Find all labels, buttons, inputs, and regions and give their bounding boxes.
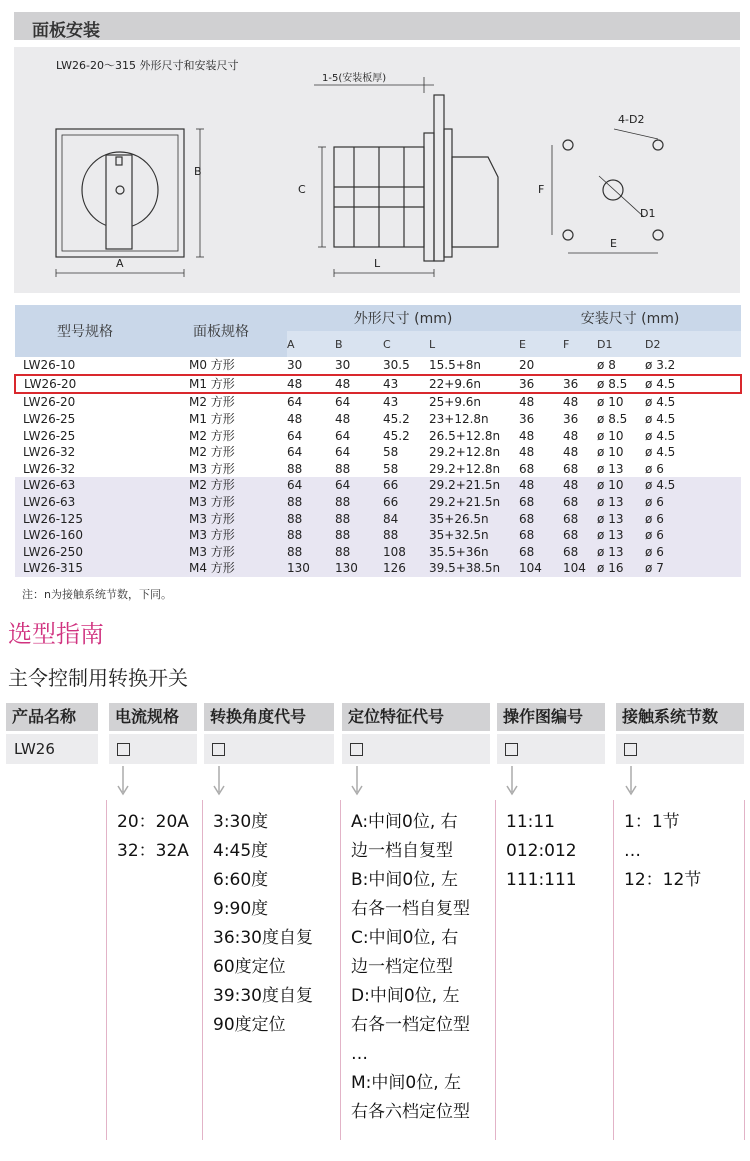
sections-checkbox[interactable] <box>616 734 744 764</box>
table-cell: 104 <box>563 560 597 577</box>
table-row <box>15 477 741 494</box>
table-cell: M2 方形 <box>189 395 235 410</box>
mount-dim-header: 安装尺寸 (mm) <box>519 305 741 331</box>
option-item: … <box>624 841 641 861</box>
table-row-highlighted <box>15 375 741 394</box>
table-cell: 130 <box>287 560 335 577</box>
header-angle: 转换角度代号 <box>204 703 334 731</box>
table-row <box>15 527 741 544</box>
option-item: 39:30度自复 <box>213 986 313 1006</box>
mount-sub-header: D2 <box>645 331 741 357</box>
table-cell: ø 10 <box>597 428 624 443</box>
checkbox-icon <box>117 743 130 756</box>
table-cell: 88 <box>335 494 383 511</box>
table-cell: 43 <box>383 375 429 394</box>
option-item: 1：1节 <box>624 812 680 832</box>
option-item: 11:11 <box>506 812 555 832</box>
table-cell: 64 <box>287 428 303 443</box>
table-cell: LW26-160 <box>15 527 155 544</box>
table-cell: 130 <box>335 560 383 577</box>
table-cell: 35.5+36n <box>429 544 519 561</box>
checkbox-icon <box>505 743 518 756</box>
table-cell: 88 <box>287 461 303 476</box>
table-cell: 88 <box>287 527 335 544</box>
selection-guide-title: 选型指南 <box>8 620 104 648</box>
center-hole <box>603 180 623 200</box>
option-item: 12：12节 <box>624 870 702 890</box>
table-row <box>15 461 741 478</box>
table-cell: 64 <box>335 477 383 494</box>
table-cell: ø 4.5 <box>645 428 676 443</box>
table-cell: ø 8.5 <box>597 375 645 394</box>
table-cell: 68 <box>563 544 597 561</box>
outer-dim-header: 外形尺寸 (mm) <box>287 305 519 331</box>
table-cell: M1 方形 <box>189 412 235 427</box>
table-cell: 22+9.6n <box>429 375 519 394</box>
header-product: 产品名称 <box>6 703 98 731</box>
table-note: 注：n为接触系统节数，下同。 <box>22 588 172 601</box>
table-cell: LW26-25 <box>23 412 76 427</box>
table-cell: 126 <box>383 560 429 577</box>
table-cell: 68 <box>563 527 597 544</box>
table-cell: 48 <box>563 477 597 494</box>
table-cell: 68 <box>519 510 563 527</box>
current-options <box>106 800 200 1140</box>
option-item: 6:60度 <box>213 870 269 890</box>
table-cell: 36 <box>519 375 563 394</box>
table-cell: LW26-63 <box>15 494 155 511</box>
positioning-options <box>340 800 494 1140</box>
mount-hole <box>563 230 573 240</box>
table-cell: 68 <box>519 461 535 476</box>
table-cell: 26.5+12.8n <box>429 428 501 443</box>
outer-sub-header: A <box>287 331 335 357</box>
label-l: L <box>374 257 381 270</box>
label-a: A <box>116 257 124 270</box>
table-cell: 48 <box>335 375 383 394</box>
table-cell: 30 <box>287 358 303 373</box>
table-cell: 29.2+21.5n <box>429 477 519 494</box>
option-item: 3:30度 <box>213 812 269 832</box>
table-cell: ø 10 <box>597 445 624 460</box>
table-cell: 25+9.6n <box>429 395 482 410</box>
table-cell: 48 <box>519 445 535 460</box>
col-model-header: 型号规格 <box>15 305 155 357</box>
table-cell: M3 方形 <box>155 494 287 511</box>
option-item: 右各一档定位型 <box>351 1015 470 1035</box>
arrow-down-icon <box>116 766 130 796</box>
checkbox-icon <box>212 743 225 756</box>
header-diagram: 操作图编号 <box>497 703 605 731</box>
label-f: F <box>538 183 545 196</box>
checkbox-icon <box>624 743 637 756</box>
table-cell: M3 方形 <box>155 510 287 527</box>
table-cell: 68 <box>563 510 597 527</box>
option-item: B:中间0位, 左 <box>351 870 459 890</box>
table-cell: 68 <box>563 494 597 511</box>
label-c: C <box>298 183 306 196</box>
arrow-down-icon <box>350 766 364 796</box>
table-cell: LW26-315 <box>15 560 155 577</box>
header-current: 电流规格 <box>109 703 197 731</box>
table-cell: 64 <box>335 428 351 443</box>
table-cell: ø 16 <box>597 560 645 577</box>
table-cell: 36 <box>563 375 597 394</box>
table-cell: LW26-250 <box>15 544 155 561</box>
table-cell: LW26-20 <box>15 375 155 394</box>
table-row <box>15 393 741 411</box>
table-cell: 68 <box>519 494 563 511</box>
table-cell: M2 方形 <box>155 477 287 494</box>
table-cell: LW26-32 <box>23 461 76 476</box>
table-cell: ø 6 <box>645 461 664 476</box>
checkbox-icon <box>350 743 363 756</box>
option-item: 右各六档定位型 <box>351 1102 470 1122</box>
table-cell: ø 4.5 <box>645 477 741 494</box>
table-cell: ø 6 <box>645 494 741 511</box>
table-cell: ø 13 <box>597 527 645 544</box>
col-panel-header: 面板规格 <box>155 305 287 357</box>
table-cell: ø 8 <box>597 358 616 373</box>
table-cell: 20 <box>519 358 535 373</box>
option-item: 右各一档自复型 <box>351 899 470 919</box>
table-row <box>15 444 741 461</box>
table-cell: 48 <box>563 395 579 410</box>
option-item: 90度定位 <box>213 1015 286 1035</box>
table-row <box>15 411 741 428</box>
label-b: B <box>194 165 202 178</box>
table-cell: 88 <box>335 527 383 544</box>
option-item: 20：20A <box>117 812 189 832</box>
section-header <box>14 12 740 40</box>
table-cell: LW26-32 <box>23 445 76 460</box>
option-item: 边一档定位型 <box>351 957 453 977</box>
table-cell: 64 <box>287 395 303 410</box>
table-cell: LW26-125 <box>15 510 155 527</box>
table-cell: 64 <box>335 445 351 460</box>
selection-guide-subtitle: 主令控制用转换开关 <box>8 666 188 690</box>
table-cell: 45.2 <box>383 428 410 443</box>
table-cell: 66 <box>383 477 429 494</box>
outer-sub-header: B <box>335 331 383 357</box>
sections-options <box>613 800 745 1140</box>
mount-sub-header: E <box>519 331 563 357</box>
table-cell: 64 <box>335 395 351 410</box>
table-cell: M2 方形 <box>189 445 235 460</box>
arrow-down-icon <box>505 766 519 796</box>
table-cell: M3 方形 <box>155 527 287 544</box>
figure-caption: LW26-20～315 外形尺寸和安装尺寸 <box>56 59 239 72</box>
table-cell: 23+12.8n <box>429 412 489 427</box>
mount-hole <box>653 140 663 150</box>
option-item: 9:90度 <box>213 899 269 919</box>
table-cell: 48 <box>335 412 351 427</box>
label-d1: D1 <box>640 207 656 220</box>
table-row <box>15 510 741 527</box>
mount-sub-header: F <box>563 331 597 357</box>
table-cell: ø 4.5 <box>645 375 741 394</box>
table-row <box>15 427 741 444</box>
option-item: M:中间0位, 左 <box>351 1073 462 1093</box>
table-cell: 30 <box>335 358 351 373</box>
table-cell: 48 <box>519 395 535 410</box>
table-cell: 58 <box>383 445 399 460</box>
product-value: LW26 <box>6 734 98 764</box>
section-header-text: 面板安装 <box>32 21 100 41</box>
option-item: 012:012 <box>506 841 577 861</box>
table-cell: 48 <box>287 375 335 394</box>
table-cell: M2 方形 <box>189 428 235 443</box>
table-cell: 88 <box>287 510 335 527</box>
table-cell: 64 <box>287 445 303 460</box>
table-cell: ø 7 <box>645 560 741 577</box>
table-cell: ø 4.5 <box>645 412 676 427</box>
table-cell: ø 13 <box>597 494 645 511</box>
header-sections: 接触系统节数 <box>616 703 744 731</box>
table-cell: 29.2+12.8n <box>429 461 501 476</box>
table-cell: 39.5+38.5n <box>429 560 519 577</box>
table-cell: 48 <box>519 428 535 443</box>
table-cell: 48 <box>563 445 579 460</box>
table-cell: 88 <box>287 544 335 561</box>
table-cell: LW26-25 <box>23 428 76 443</box>
table-cell: M0 方形 <box>189 358 235 373</box>
table-cell: ø 13 <box>597 510 645 527</box>
table-cell: 68 <box>519 544 563 561</box>
label-plate: 1-5(安装板厚) <box>322 73 387 84</box>
table-cell: 45.2 <box>383 412 410 427</box>
current-checkbox[interactable] <box>109 734 197 764</box>
table-cell: 30.5 <box>383 358 410 373</box>
table-cell: M3 方形 <box>155 544 287 561</box>
table-cell: 48 <box>287 412 303 427</box>
option-item: 32：32A <box>117 841 189 861</box>
table-cell: 36 <box>563 412 579 427</box>
table-cell: 88 <box>335 544 383 561</box>
option-item: 60度定位 <box>213 957 286 977</box>
table-row <box>15 494 741 511</box>
table-cell: 29.2+12.8n <box>429 445 501 460</box>
diagram-options <box>495 800 609 1140</box>
table-cell: ø 10 <box>597 395 624 410</box>
option-item: 边一档自复型 <box>351 841 453 861</box>
mount-hole <box>653 230 663 240</box>
table-row <box>15 357 741 375</box>
table-cell: ø 10 <box>597 477 645 494</box>
table-cell: 64 <box>287 477 335 494</box>
angle-options <box>202 800 338 1140</box>
table-cell: ø 8.5 <box>597 412 628 427</box>
table-cell: 108 <box>383 544 429 561</box>
table-cell: 58 <box>383 461 399 476</box>
mount-sub-header: D1 <box>597 331 645 357</box>
table-cell: 35+32.5n <box>429 527 519 544</box>
diagram-checkbox[interactable] <box>497 734 605 764</box>
table-cell: M3 方形 <box>189 461 235 476</box>
option-item: C:中间0位, 右 <box>351 928 459 948</box>
option-item: 36:30度自复 <box>213 928 313 948</box>
option-item: … <box>351 1044 368 1064</box>
table-cell: LW26-10 <box>23 358 76 373</box>
table-cell: 43 <box>383 395 399 410</box>
table-cell: ø 6 <box>645 544 741 561</box>
option-item: A:中间0位, 右 <box>351 812 458 832</box>
table-cell: 66 <box>383 494 429 511</box>
option-item: 4:45度 <box>213 841 269 861</box>
table-cell: 104 <box>519 560 563 577</box>
table-cell: 48 <box>563 428 579 443</box>
arrow-down-icon <box>212 766 226 796</box>
table-cell: ø 6 <box>645 510 741 527</box>
angle-checkbox[interactable] <box>204 734 334 764</box>
arrow-down-icon <box>624 766 638 796</box>
table-cell: ø 4.5 <box>645 445 676 460</box>
table-cell: 88 <box>383 527 429 544</box>
table-cell: M1 方形 <box>155 375 287 394</box>
table-cell: 48 <box>519 477 563 494</box>
table-cell: 88 <box>335 510 383 527</box>
dimension-drawing <box>14 47 740 293</box>
table-cell: LW26-63 <box>15 477 155 494</box>
table-cell <box>563 357 597 375</box>
table-row <box>15 544 741 561</box>
table-cell: 36 <box>519 412 535 427</box>
table-cell: 68 <box>519 527 563 544</box>
table-cell: ø 6 <box>645 527 741 544</box>
table-cell: M4 方形 <box>155 560 287 577</box>
table-cell: 35+26.5n <box>429 510 519 527</box>
table-cell: ø 13 <box>597 544 645 561</box>
outer-sub-header: C <box>383 331 429 357</box>
table-cell: 88 <box>335 461 351 476</box>
table-cell: 29.2+21.5n <box>429 494 519 511</box>
option-item: 111:111 <box>506 870 577 890</box>
table-cell: ø 3.2 <box>645 358 676 373</box>
label-e: E <box>610 237 617 250</box>
mount-hole <box>563 140 573 150</box>
table-cell: 88 <box>287 494 335 511</box>
table-cell: ø 13 <box>597 461 624 476</box>
label-d2: 4-D2 <box>618 113 645 126</box>
header-positioning: 定位特征代号 <box>342 703 490 731</box>
dimension-table <box>14 305 742 577</box>
table-cell: ø 4.5 <box>645 395 676 410</box>
table-cell: 15.5+8n <box>429 358 482 373</box>
option-item: D:中间0位, 左 <box>351 986 460 1006</box>
positioning-checkbox[interactable] <box>342 734 490 764</box>
outer-sub-header: L <box>429 331 519 357</box>
table-row <box>15 560 741 577</box>
table-cell: LW26-20 <box>23 395 76 410</box>
table-cell: 84 <box>383 510 429 527</box>
table-cell: 68 <box>563 461 579 476</box>
